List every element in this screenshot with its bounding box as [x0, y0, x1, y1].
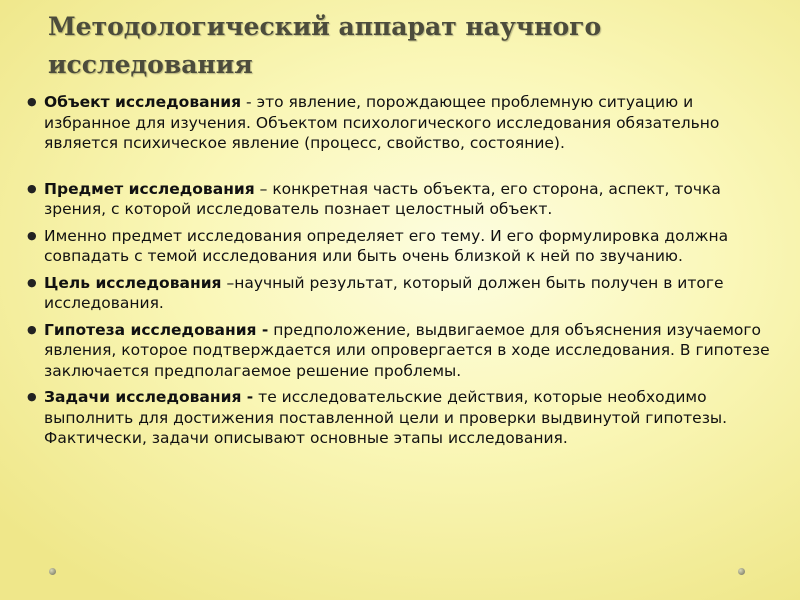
term-label: Цель исследования	[44, 273, 222, 292]
bullet-icon: ●	[27, 228, 37, 242]
term-label: Гипотеза исследования -	[44, 320, 269, 339]
list-item-subject-note	[26, 226, 776, 267]
list-item-tasks	[26, 387, 776, 449]
bullet-icon: ●	[27, 322, 37, 336]
definitions-list	[26, 92, 776, 449]
definition-text: - это явление, порождающее проблемную ситуацию и избранное для изучения. Объектом психологического исследования обязательно является психическое явление (процесс, свойство, состояние).	[44, 93, 720, 152]
slide-title: Методологический аппарат научного исследования	[48, 12, 602, 79]
corner-dot-right	[738, 568, 745, 575]
bullet-icon: ●	[27, 181, 37, 195]
list-item-subject	[26, 179, 776, 220]
definition-text: – конкретная часть объекта, его сторона, аспект, точка зрения, с которой исследователь познает целостный объект.	[44, 179, 721, 218]
term-label: Предмет исследования	[44, 179, 255, 198]
bullet-icon: ●	[27, 95, 37, 108]
list-item-goal	[26, 273, 776, 314]
term-label: Задачи исследования -	[44, 388, 254, 406]
list-item-hypothesis	[26, 320, 776, 382]
corner-dot-left	[49, 568, 56, 575]
definition-text: те исследовательские действия, которые необходимо выполнить для достижения поставленной цели и проверки выдвинутой гипотезы. Фактически, задачи описывают основные этапы исследования.	[44, 388, 728, 447]
definition-text: предположение, выдвигаемое для объяснения изучаемого явления, которое подтверждается или опровергается в ходе исследования. В гипотезе заключается предполагаемое решение проблемы.	[44, 320, 770, 380]
definition-text: –научный результат, который должен быть получен в итоге исследования.	[44, 273, 724, 312]
definition-text: Именно предмет исследования определяет его тему. И его формулировка должна совпадать с темой исследования или быть очень близкой к ней по звучанию.	[44, 226, 729, 265]
bullet-icon: ●	[27, 390, 37, 403]
term-label: Объект исследования	[44, 93, 242, 111]
bullet-icon: ●	[27, 275, 37, 289]
list-item-object	[26, 92, 776, 154]
